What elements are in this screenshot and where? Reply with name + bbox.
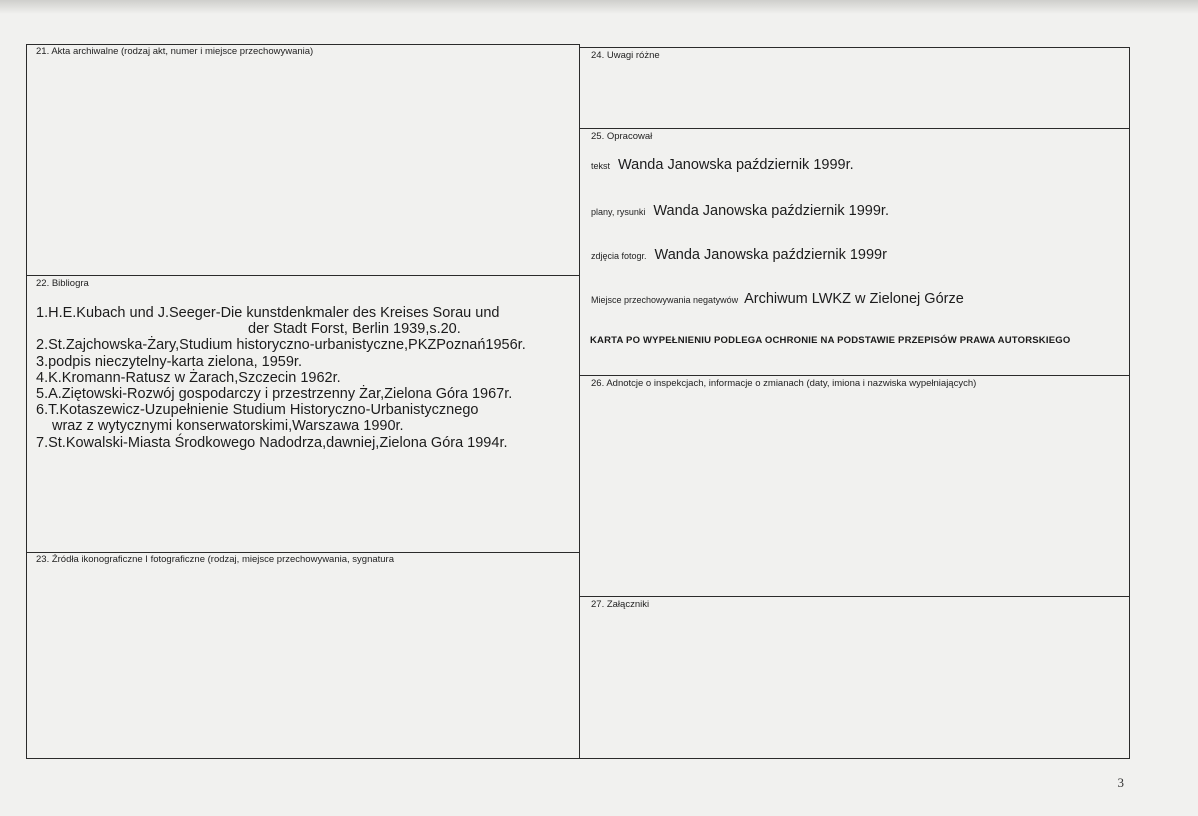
section-27-box — [579, 596, 1130, 759]
drawings-author-value: Wanda Janowska październik 1999r. — [653, 203, 889, 219]
drawings-author-row — [591, 203, 889, 219]
section-21-label: 21. Akta archiwalne (rodzaj akt, numer i miejsce przechowywania) — [36, 46, 314, 57]
text-author-row — [591, 157, 854, 173]
page-number: 3 — [1117, 775, 1124, 790]
bibliography-item: 4.K.Kromann-Ratusz w Żarach,Szczecin 1962r. — [36, 369, 341, 386]
section-21-box — [26, 44, 580, 276]
negatives-location-value: Archiwum LWKZ w Zielonej Górze — [744, 291, 964, 307]
negatives-location-row — [591, 291, 964, 307]
bibliography-list — [36, 305, 526, 451]
section-26-box — [579, 375, 1130, 597]
scan-shade — [0, 0, 1198, 14]
bibliography-item: 7.St.Kowalski-Miasta Środkowego Nadodrza,dawniej,Zielona Góra 1994r. — [36, 434, 508, 451]
negatives-location-label: Miejsce przechowywania negatywów — [591, 295, 739, 305]
bibliography-item: der Stadt Forst, Berlin 1939,s.20. — [248, 321, 461, 338]
section-26-label: 26. Adnotcje o inspekcjach, informacje o zmianach (daty, imiona i nazwiska wypełniających) — [591, 378, 977, 389]
drawings-author-label: plany, rysunki — [591, 207, 646, 217]
photos-author-row — [591, 247, 887, 263]
section-24-box — [579, 47, 1130, 129]
text-author-value: Wanda Janowska październik 1999r. — [618, 157, 854, 173]
bibliography-item: 5.A.Ziętowski-Rozwój gospodarczy i przestrzenny Żar,Zielona Góra 1967r. — [36, 386, 513, 403]
section-24-label: 24. Uwagi różne — [591, 50, 660, 61]
section-27-label: 27. Załączniki — [591, 599, 650, 610]
text-author-label: tekst — [591, 161, 611, 171]
bibliography-item: 2.St.Zajchowska-Żary,Studium historyczno-urbanistyczne,PKZPoznań1956r. — [36, 337, 526, 354]
photos-author-label: zdjęcia fotogr. — [591, 251, 647, 261]
section-22-label: 22. Bibliogra — [36, 278, 89, 289]
bibliography-item: 1.H.E.Kubach und J.Seeger-Die kunstdenkmaler des Kreises Sorau und — [36, 305, 500, 321]
section-23-label: 23. Źródła ikonograficzne I fotograficzne (rodzaj, miejsce przechowywania, sygnatura — [36, 554, 395, 565]
photos-author-value: Wanda Janowska październik 1999r — [654, 247, 887, 263]
bibliography-item: 6.T.Kotaszewicz-Uzupełnienie Studium Historyczno-Urbanistycznego — [36, 402, 479, 419]
copyright-notice: KARTA PO WYPEŁNIENIU PODLEGA OCHRONIE NA PODSTAWIE PRZEPISÓW PRAWA AUTORSKIEGO — [590, 335, 1071, 346]
section-25-label: 25. Opracował — [591, 131, 653, 142]
bibliography-item: 3.podpis nieczytelny-karta zielona, 1959r. — [36, 353, 302, 370]
section-23-box — [26, 552, 580, 759]
bibliography-item: wraz z wytycznymi konserwatorskimi,Warszawa 1990r. — [52, 418, 404, 435]
